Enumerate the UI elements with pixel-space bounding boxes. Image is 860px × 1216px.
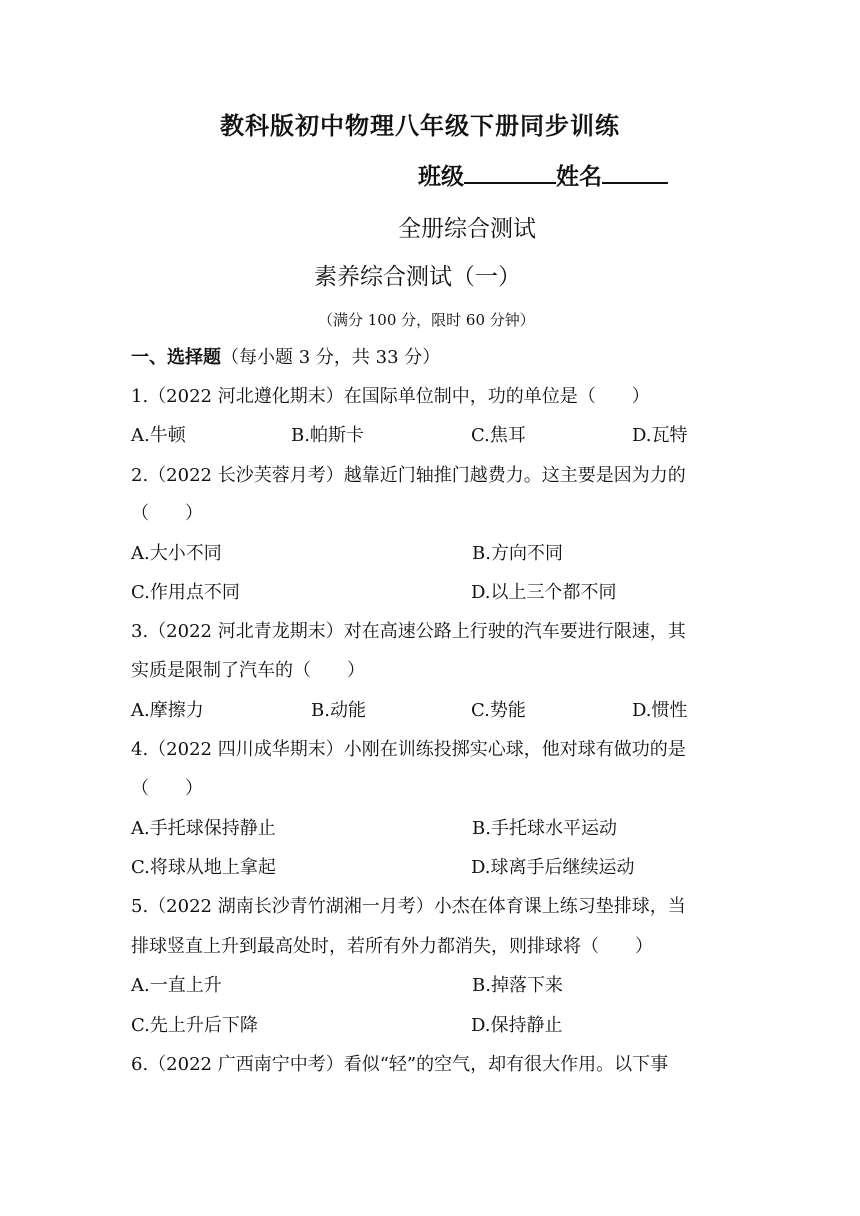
question-1-option-c: C.焦耳: [471, 425, 526, 446]
question-1-option-a: A.牛顿: [131, 425, 186, 446]
question-5-option-c: C.先上升后下降: [131, 1015, 258, 1036]
section-title: 一、选择题: [131, 347, 221, 368]
question-4-option-a: A.手托球保持静止: [131, 818, 276, 839]
question-1-option-d: D.瓦特: [632, 425, 688, 446]
question-3-option-c: C.势能: [471, 700, 526, 721]
question-2-option-a: A.大小不同: [131, 543, 222, 564]
question-1-option-b: B.帕斯卡: [291, 425, 364, 446]
question-2-option-d: D.以上三个都不同: [471, 582, 617, 603]
class-label: 班级: [418, 164, 464, 190]
question-3-stem: 3.（2022 河北青龙期末）对在高速公路上行驶的汽车要进行限速，其: [131, 621, 686, 642]
section-heading: [131, 343, 440, 369]
question-6-stem: 6.（2022 广西南宁中考）看似“轻”的空气，却有很大作用。以下事: [131, 1054, 669, 1075]
name-label: 姓名: [556, 164, 602, 190]
section-detail: （每小题 3 分，共 33 分）: [221, 347, 441, 368]
question-5-option-d: D.保持静止: [471, 1015, 563, 1036]
question-2-stem-cont: （ ）: [131, 503, 203, 524]
question-4-option-c: C.将球从地上拿起: [131, 857, 276, 878]
question-4-option-d: D.球离手后继续运动: [471, 857, 635, 878]
question-3-option-a: A.摩擦力: [131, 700, 204, 721]
question-3-stem-cont: 实质是限制了汽车的（ ）: [131, 660, 365, 681]
question-2-option-c: C.作用点不同: [131, 582, 240, 603]
question-5-stem-cont: 排球竖直上升到最高处时，若所有外力都消失，则排球将（ ）: [131, 936, 653, 957]
question-4-stem: 4.（2022 四川成华期末）小刚在训练投掷实心球，他对球有做功的是: [131, 739, 686, 760]
name-blank: [602, 162, 668, 184]
document-title: 教科版初中物理八年级下册同步训练: [220, 112, 620, 140]
test-title: 素养综合测试（一）: [314, 264, 521, 290]
question-5-option-b: B.掉落下来: [472, 975, 563, 996]
question-4-stem-cont: （ ）: [131, 778, 203, 799]
question-3-option-b: B.动能: [311, 700, 366, 721]
question-5-stem: 5.（2022 湖南长沙青竹湖湘一月考）小杰在体育课上练习垫排球，当: [131, 896, 686, 917]
class-name-line: [418, 158, 668, 191]
score-time-note: （满分 100 分，限时 60 分钟）: [318, 311, 535, 329]
subtitle: 全册综合测试: [398, 216, 536, 242]
question-2-stem: 2.（2022 长沙芙蓉月考）越靠近门轴推门越费力。这主要是因为力的: [131, 465, 686, 486]
question-4-option-b: B.手托球水平运动: [472, 818, 617, 839]
question-5-option-a: A.一直上升: [131, 975, 222, 996]
class-blank: [464, 162, 556, 184]
question-2-option-b: B.方向不同: [472, 543, 563, 564]
question-3-option-d: D.惯性: [632, 700, 688, 721]
question-1-stem: 1.（2022 河北遵化期末）在国际单位制中，功的单位是（ ）: [131, 386, 650, 407]
